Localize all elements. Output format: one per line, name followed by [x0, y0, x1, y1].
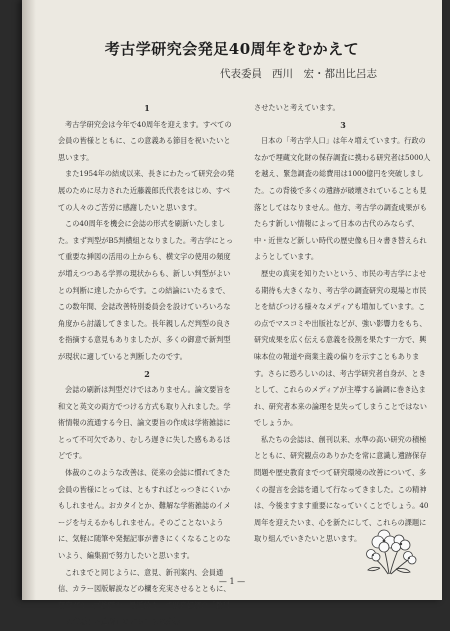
paragraph: 私たちの会誌は、創刊以来、水準の高い研究の積極とともに、研究観点のありかたを常に意識し遺跡保存問題や歴史教育までつて研究環境の改善について、多くの提言を会誌を通して行なってきました。この精神は、今後ますます重要になっていくことでしょう。40周年を迎えたいま、心を新たにして、これらの課題に取り組んでいきたいと思います。 — [254, 434, 429, 544]
author-role: 代表委員 — [220, 68, 262, 80]
section-number-1: 1 — [144, 103, 150, 113]
article-title: 考古学研究会発足40周年をむかえて — [104, 40, 360, 58]
flower-illustration — [360, 520, 418, 576]
right-column — [254, 100, 432, 548]
paragraph: この40周年を機会に会誌の形式を刷新いたしました。まず判型がB5判横組となりました。考古学にとって重要な挿図の活用の上からも、横文字の使用の頻度が増えつつある学界の現状からも、新しい判型がよいとの判断に達したからです。この結論にいたるまで、この数年間、会誌改善特別委員会を設けていろいろな角度から討議してきました。長年親しんだ判型の良さを指摘する意見もありましたが、多くの御意で新判型が現状に適していると判断したのです。 — [58, 219, 234, 361]
paragraph: 考古学研究会は今年で40周年を迎えます。すべての会員の皆様とともに、この意義ある節目を祝いたいと思います。 — [58, 119, 232, 162]
paragraph: 歴史の真実を知りたいという、市民の考古学によせる期待も大きくなり、考古学の調査研究の現場と市民とを結びつける様々なメディアも増加しています。この点でマスコミや出版社などが、強い影響力をもち、研究成果を広く伝える意義を役割を果たす一方で、興味本位の報道や商業主義の偏りを示すこともあります。さらに恐ろしいのは、考古学研究者自身が、ときとして、これらのメディアが主導する論調に巻き込まれ、研究者本来の論理を見失ってしまうことではないでしょうか。 — [254, 268, 427, 428]
author-names: 西川 宏・都出比呂志 — [272, 68, 377, 80]
paragraph: 会誌の刷新は判型だけではありません。論文要旨を和文と英文の両方でつける方式も取り入れました。学術情報の流通する今日、論文要旨の作成は学術雑誌にとって不可欠であり、むしろ遅きに失した感もあるほどです。 — [58, 385, 231, 461]
page-fold-shadow — [22, 0, 36, 600]
paragraph: 体裁のこのような改善は、従来の会誌に慣れてきた会員の皆様にとっては、ともすればとっつきにくいかもしれません。おカタイとか、難解な学術雑誌のイメージを与えるかもしれません。そのごことないように、気軽に随筆や発掘記事が書きにくくなることのないよう、編集面で努力したいと思います。 — [58, 468, 231, 561]
left-column — [58, 100, 236, 631]
paragraph: 日本の「考古学人口」は年々増えています。行政のなかで埋蔵文化財の保存調査に携わる研究者は5000人を越え、緊急調査の総費用は1000億円を突破しました。この背後で多くの遺跡が破壊されていることも見落としてはなりません。他方、考古学の調査成果がもたらす新しい情報によって日本の古代のみならず、中・近世など新しい時代の歴史像も日々書き替えられようとしています。 — [254, 136, 431, 262]
section-number-3: 3 — [340, 119, 346, 130]
paragraph-continued: させたいと考えています。 — [254, 103, 340, 112]
document-page — [22, 0, 442, 627]
paragraph: また1954年の結成以来、長きにわたって研究会の発展のために尽力された近藤義郎氏代表をはじめ、すべての人々のご苦労に感謝したいと思います。 — [58, 169, 235, 212]
author-line — [220, 66, 387, 81]
page-number: — 1 — — [218, 577, 246, 586]
paragraph: これまでと同じように、意見、新刊案内、会員通信、カラー図版解説などの欄を充実させるとともに、研究グループ訪問や、最近始まって以来好評の「教科書に登場する遺跡」などもさらに発展 — [58, 567, 231, 627]
section-number-2: 2 — [144, 368, 150, 379]
